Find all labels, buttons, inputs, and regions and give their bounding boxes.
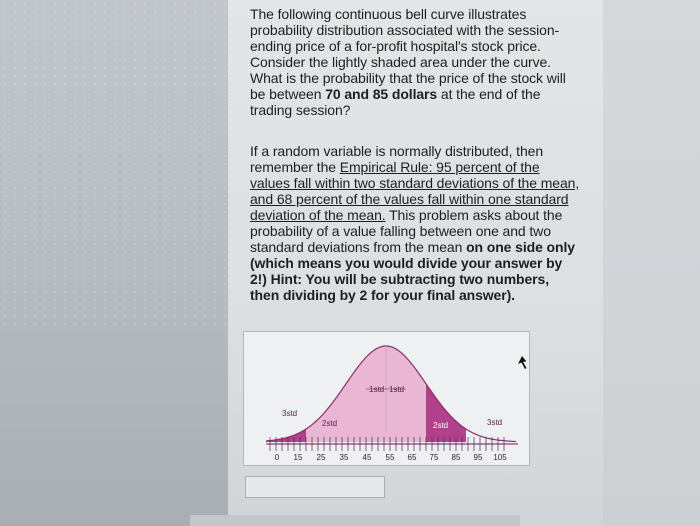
axis-labels-group [275, 453, 507, 462]
question-text-end: at the end of the trading session? [250, 86, 541, 118]
hint-text: If a random variable is normally distributed, then remember the [250, 143, 544, 175]
axis-tick-label: 55 [385, 453, 395, 462]
bell-curve-figure [243, 331, 530, 466]
question-paragraph-2 [250, 143, 580, 303]
axis-tick-label: 95 [473, 453, 483, 462]
axis-tick-label: 75 [429, 453, 439, 462]
hint-text-middle: This problem asks about the probability of a value falling between one and two standard deviations from the mean [250, 207, 563, 255]
price-range-text: 70 and 85 dollars [325, 86, 438, 102]
axis-tick-label: 25 [316, 453, 326, 462]
hint-bold-text: on one side only (which means you would divide your answer by 2!) Hint: You will be subtracting two numbers, then dividing by 2 for your final answer). [250, 239, 575, 303]
dotted-texture [0, 0, 228, 330]
one-std-right-label: 1std [389, 385, 405, 394]
two-std-left-label: 2std [322, 419, 338, 428]
axis-tick-label: 35 [339, 453, 349, 462]
axis-tick-label: 0 [274, 453, 280, 462]
axis-tick-label: 45 [362, 453, 372, 462]
question-text: The following continuous bell curve illustrates probability distribution associated with the session-ending price of a for-profit hospital's stock price. Consider the lightly shaded area under the curve. What is the probability that the price of the stock will be between [250, 6, 566, 102]
empirical-rule-link[interactable]: Empirical Rule: 95 percent of the values fall within two standard deviations of the mean, and 68 percent of the values fall within one standard deviation of the mean. [250, 159, 580, 223]
one-std-left-label: 1std [369, 385, 385, 394]
question-paragraph-1 [250, 6, 580, 118]
arrow-pointer-icon [515, 355, 529, 371]
axis-tick-label: 65 [407, 453, 417, 462]
axis-tick-label: 15 [293, 453, 303, 462]
bottom-toolbar-strip [190, 515, 520, 526]
two-std-right-label: 2std [433, 421, 449, 430]
axis-tick-label: 105 [493, 453, 507, 462]
bell-curve-svg [244, 332, 529, 465]
answer-input[interactable] [245, 476, 385, 498]
three-std-left-label: 3std [282, 409, 298, 418]
axis-tick-label: 85 [451, 453, 461, 462]
three-std-right-label: 3std [487, 418, 503, 427]
left-background-panel [0, 0, 228, 526]
right-background-panel [603, 0, 700, 526]
